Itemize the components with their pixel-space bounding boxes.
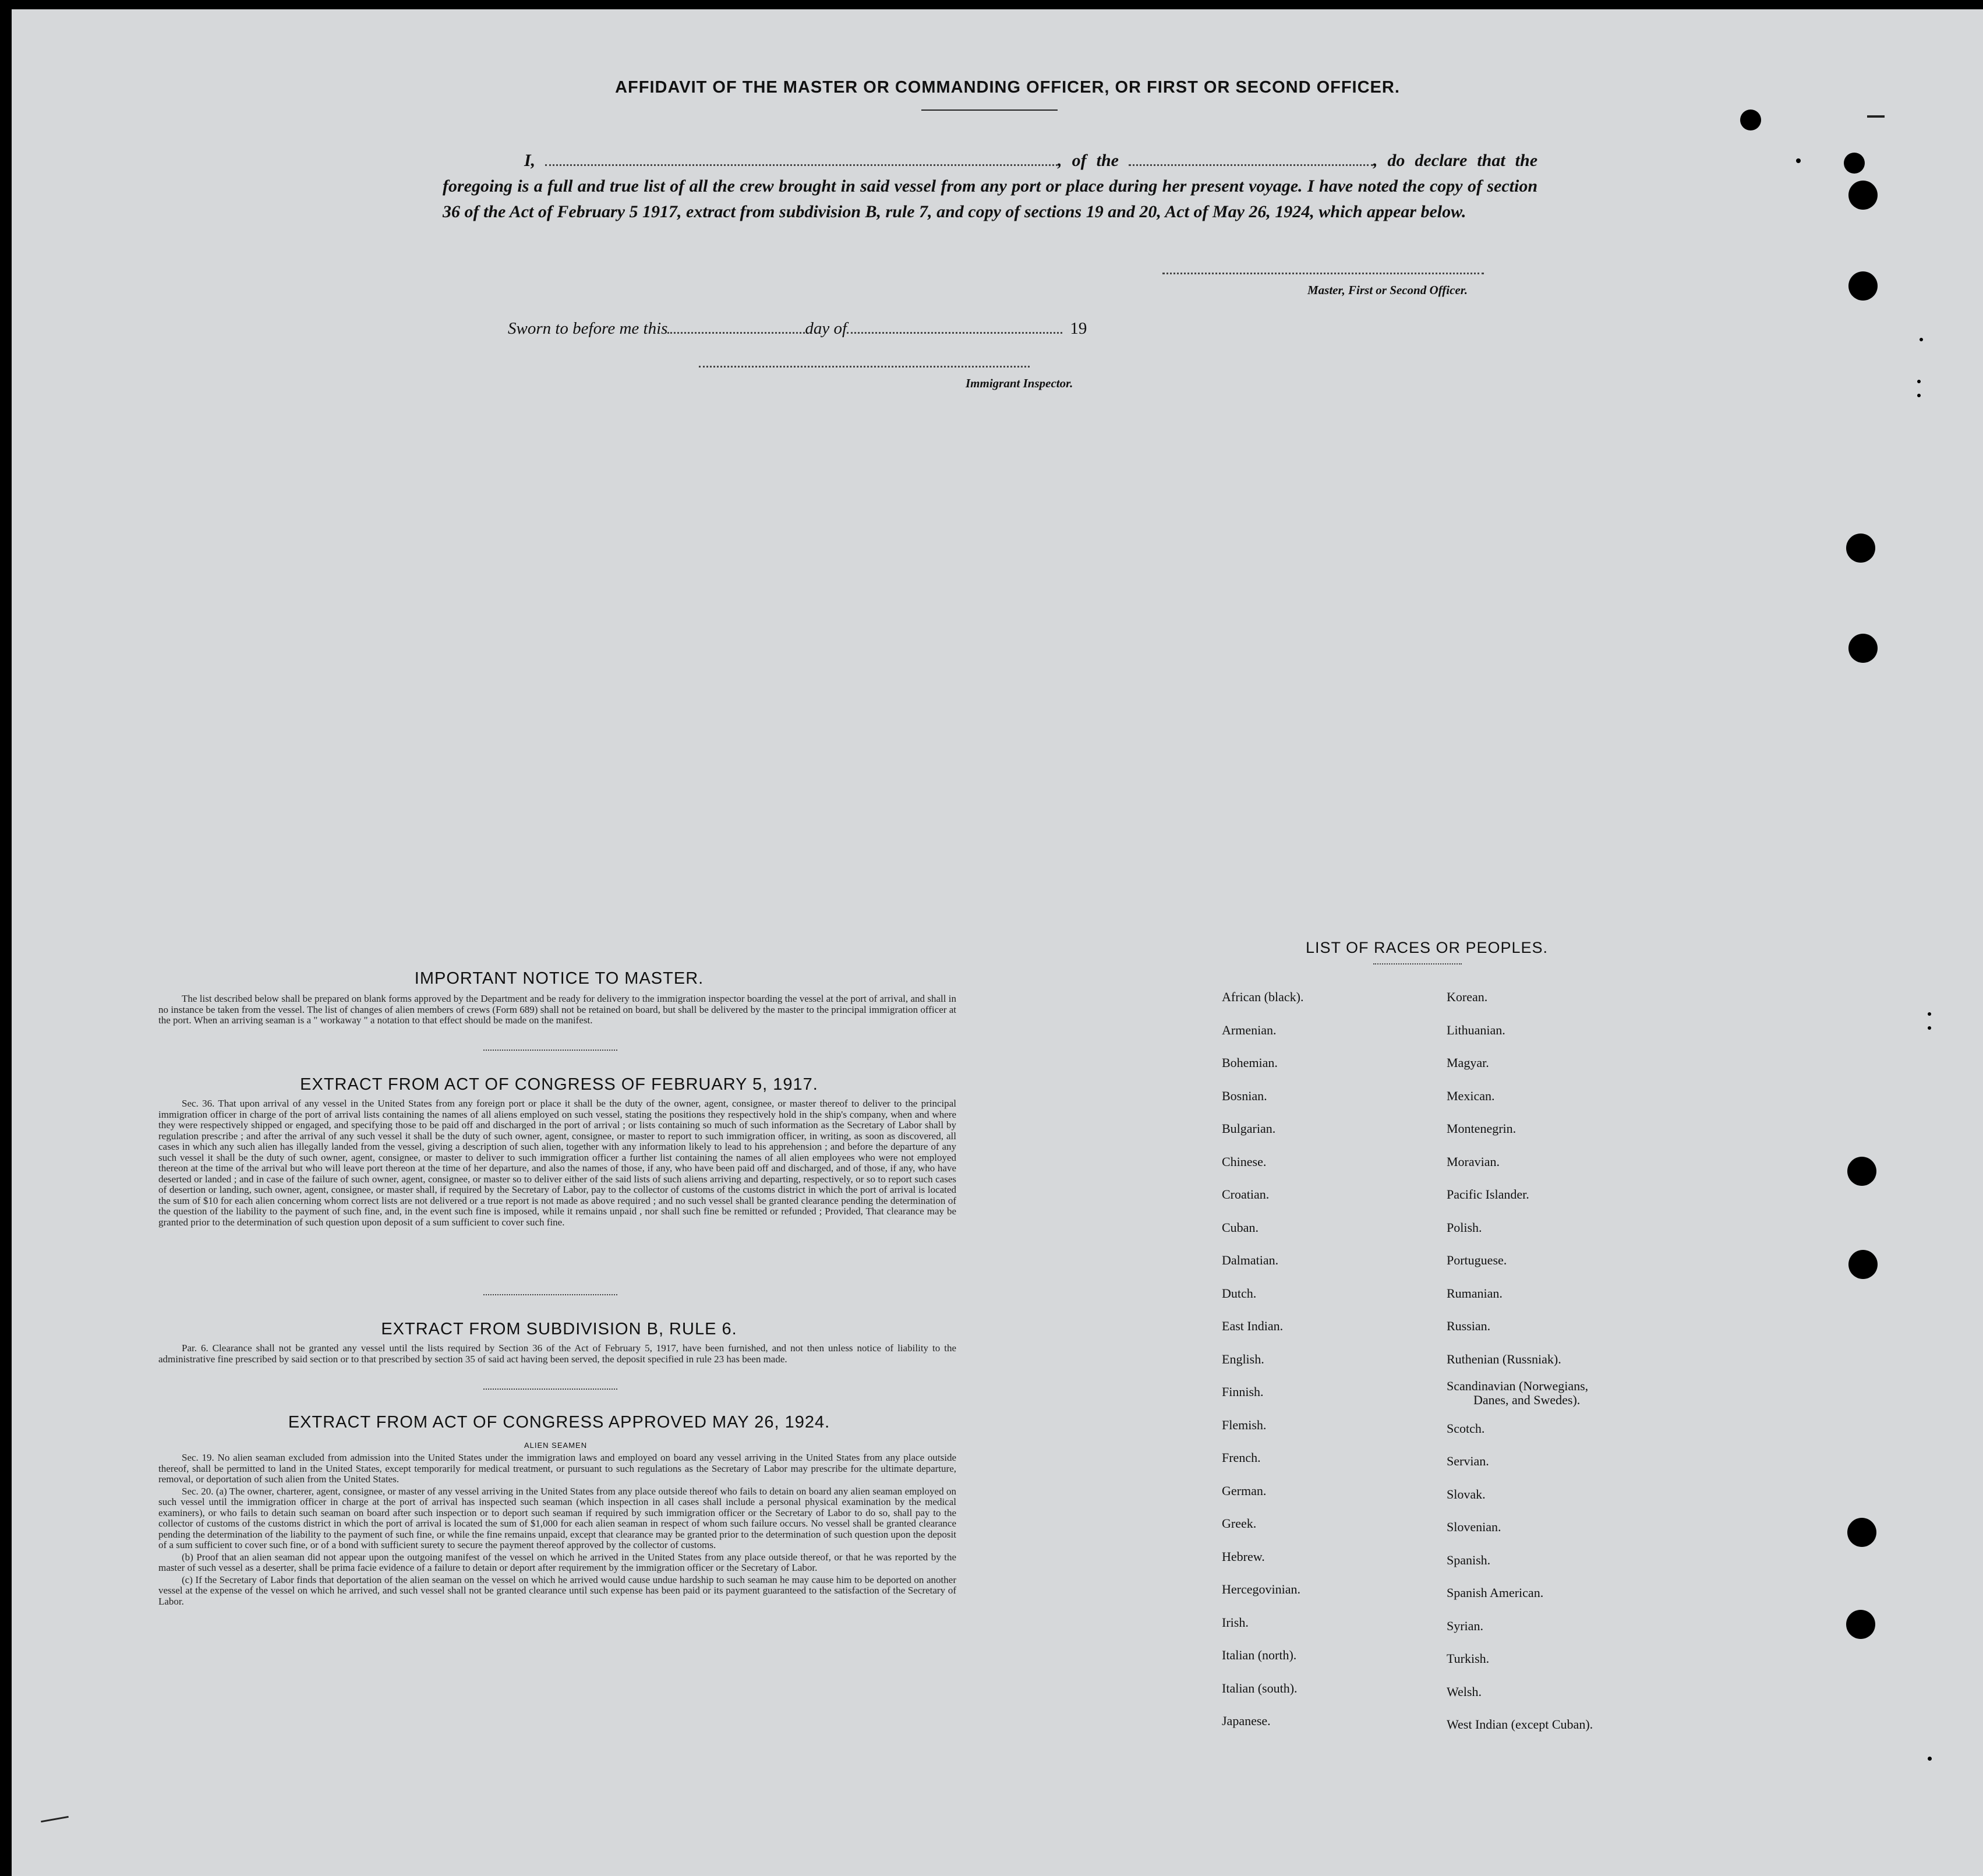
race-item: Montenegrin. (1447, 1121, 1517, 1136)
binder-hole (1848, 634, 1878, 663)
extract-1917-title: EXTRACT FROM ACT OF CONGRESS OF FEBRUARY 5, 1917. (300, 1075, 818, 1094)
race-item: Spanish American. (1447, 1585, 1544, 1600)
sec-19: Sec. 19. No alien seaman excluded from admission into the United States under the immigration laws and employed on board any vessel arriving in the United States from any place outside thereof, shall be permitted to land in the United States, except temporarily for medical treatment, or pursuant to such regulations as the Secretary of Labor may prescribe for the ultimate departure, removal, or deportation of such alien from the United States. (158, 1452, 956, 1485)
race-item: Japanese. (1222, 1714, 1271, 1728)
declaration-i: I, (524, 151, 536, 170)
officer-name-field[interactable] (545, 149, 1058, 166)
declaration-of-the: , of the (1058, 151, 1119, 170)
binder-hole (1846, 1610, 1875, 1639)
binder-hole (1847, 1518, 1876, 1547)
race-item: Italian (south). (1222, 1680, 1298, 1695)
binder-hole (1846, 534, 1875, 563)
scratch-mark (41, 1816, 69, 1822)
race-item: Syrian. (1447, 1618, 1483, 1633)
race-item: Scandinavian (Norwegians, Danes, and Swedes). (1447, 1376, 1593, 1412)
inspector-signature-line[interactable] (699, 366, 1030, 368)
race-item: Greek. (1222, 1516, 1257, 1531)
sworn-prefix: Sworn to before me this (508, 319, 668, 338)
race-item: Bulgarian. (1222, 1121, 1276, 1136)
extract-1924-title: EXTRACT FROM ACT OF CONGRESS APPROVED MAY 26, 1924. (288, 1413, 830, 1432)
binder-hole (1848, 1250, 1878, 1279)
extract-1924-text (158, 1453, 956, 1608)
speck (1928, 1757, 1932, 1761)
race-item: Bohemian. (1222, 1055, 1278, 1070)
declaration-body: that the foregoing is a full and true list of all the crew brought in said vessel from any port or place during her present voyage. I have noted the copy of section 36 of the Act of February 5 1917, extract from subdivision B, rule 7, and copy of sections 19 and 20, Act of May 26, 1924, which appear below. (443, 151, 1538, 221)
scratch-mark (1867, 115, 1885, 118)
races-column-1 (1222, 981, 1303, 1738)
sec-20c: (c) If the Secretary of Labor finds that deportation of the alien seaman on the vessel on which he arrived would cause undue hardship to such seaman he may cause him to be deported on another vessel at the expense of the vessel on which he arrived, and such vessel shall not be granted clearance until such expense has been paid or its payment guaranteed to the satisfaction of the Secretary of Labor. (158, 1574, 956, 1607)
subdivision-b-divider (483, 1389, 617, 1390)
race-item: West Indian (except Cuban). (1447, 1717, 1593, 1732)
race-item: Armenian. (1222, 1022, 1277, 1037)
document-page (12, 9, 1983, 1876)
alien-seamen-subtitle: ALIEN SEAMEN (524, 1441, 588, 1450)
extract-1917-text: Sec. 36. That upon arrival of any vessel in the United States from any foreign port or place it shall be the duty of the owner, agent, consignee, or master thereof to deliver to the principal immigration officer in charge of the port of arrival lists containing the names of all aliens employed on such vessel, stating the positions they respectively hold in the ship's company, when and where they were respectively shipped or engaged, and specifying those to be paid off and discharged in the port of arrival ; or lists containing so much of such information as the Secretary of Labor shall by regulation prescribe ; and after the arrival of any such vessel it shall be the duty of such owner, agent, consignee, or master to report to such immigration officer, in writing, as soon as discovered, all cases in which any such alien has illegally landed from the vessel, giving a description of such alien, together with any information likely to lead to his apprehension ; and before the departure of any such vessel it shall be the duty of such owner, agent, consignee, or master to deliver to such immigration officer a further list containing the names of all alien employees who were not employed thereon at the time of the arrival but who will leave port thereon at the time of her departure, and also the names of those, if any, who have been paid off and discharged, and of those, if any, who have deserted or landed ; and in case of the failure of such owner, agent, consignee, or master so to deliver either of the said lists of such aliens arriving and departing, respectively, or so to report such cases of desertion or landing, such owner, agent, consignee, or master shall, if required by the Secretary of Labor, pay to the collector of customs of the customs district in which the port of arrival is located the sum of $10 for each alien concerning whom correct lists are not delivered or a true report is not made as above required ; and no such vessel shall be granted clearance pending the determination of the question of the liability to the payment of such fine, and, in the event such fine is imposed, while it remains unpaid , nor shall such fine be remitted or refunded ; Provided, That clearance may be granted prior to the determination of such question upon deposit of a sum sufficient to cover such fine. (158, 1098, 956, 1228)
sec-20b: (b) Proof that an alien seaman did not appear upon the outgoing manifest of the vessel on which he arrived in the United States from any place outside thereof, or that he was reported by the master of such vessel as a deserter, shall be prima facie evidence of a failure to detain or deport after requirement by the immigration officer or the Secretary of Labor. (158, 1551, 956, 1573)
races-title: LIST OF RACES OR PEOPLES. (1305, 939, 1549, 956)
race-item: Mexican. (1447, 1088, 1495, 1103)
race-item: Dutch. (1222, 1285, 1257, 1301)
inspector-label: Immigrant Inspector. (966, 376, 1073, 390)
race-item: Bosnian. (1222, 1088, 1267, 1103)
race-item: Russian. (1447, 1319, 1491, 1333)
declaration-do-declare: , do declare (1373, 151, 1468, 170)
race-item: African (black). (1222, 990, 1304, 1004)
race-item: Polish. (1447, 1220, 1482, 1235)
race-item: Spanish. (1447, 1552, 1491, 1567)
subdivision-b-text: Par. 6. Clearance shall not be granted any vessel until the lists required by Section 36 of the Act of February 5, 1917, have been furnished, and not then unless notice of liability to the administrative fine prescribed by said section or to that prescribed by section 35 of said act having been served, the deposit specified in rule 23 has been made. (158, 1342, 956, 1365)
extract-1917-divider (483, 1294, 617, 1295)
race-item: Welsh. (1447, 1684, 1482, 1699)
sworn-year: 19 (1070, 319, 1087, 338)
speck (1844, 153, 1865, 174)
race-item: Portuguese. (1447, 1253, 1507, 1267)
race-item-continuation: Danes, and Swedes). (1473, 1393, 1581, 1407)
race-item: Chinese. (1222, 1154, 1267, 1169)
master-signature-line[interactable] (1162, 273, 1484, 274)
race-item: Korean. (1447, 990, 1488, 1004)
speck (1928, 1026, 1931, 1030)
speck (1920, 338, 1923, 341)
race-item: Italian (north). (1222, 1648, 1297, 1662)
race-item: Slovenian. (1447, 1520, 1501, 1534)
speck (1740, 109, 1761, 130)
race-item: Moravian. (1447, 1154, 1500, 1169)
race-item: Ruthenian (Russniak). (1447, 1351, 1561, 1366)
race-item: Croatian. (1222, 1187, 1270, 1202)
race-item: English. (1222, 1351, 1264, 1366)
sworn-month-field[interactable] (847, 319, 1062, 334)
vessel-name-field[interactable] (1129, 149, 1373, 166)
race-item: Hercegovinian. (1222, 1582, 1300, 1596)
race-item: Scotch. (1447, 1421, 1485, 1436)
notice-title: IMPORTANT NOTICE TO MASTER. (414, 969, 704, 988)
race-item: Turkish. (1447, 1651, 1490, 1666)
notice-divider (483, 1050, 617, 1051)
race-item: Rumanian. (1447, 1285, 1503, 1301)
affidavit-title: AFFIDAVIT OF THE MASTER OR COMMANDING OFFICER, OR FIRST OR SECOND OFFICER. (615, 78, 1400, 97)
races-title-divider (1373, 963, 1462, 965)
race-item: Slovak. (1447, 1486, 1486, 1501)
master-signature-label: Master, First or Second Officer. (1307, 283, 1468, 297)
speck (1796, 158, 1801, 163)
race-item: Cuban. (1222, 1220, 1259, 1235)
affidavit-declaration (443, 148, 1537, 225)
speck (1917, 380, 1921, 383)
binder-hole (1848, 271, 1878, 301)
race-item: Dalmatian. (1222, 1253, 1279, 1267)
subdivision-b-title: EXTRACT FROM SUBDIVISION B, RULE 6. (381, 1320, 737, 1338)
race-item: Hebrew. (1222, 1549, 1265, 1564)
sworn-day-of: day of (805, 319, 847, 338)
race-item: East Indian. (1222, 1319, 1284, 1333)
speck (1928, 1012, 1931, 1016)
race-item: French. (1222, 1450, 1261, 1465)
sec-20a: Sec. 20. (a) The owner, charterer, agent, consignee, or master of any vessel arriving in the United States from any place outside thereof who fails to detain on board any alien seaman employed on such vessel until the immigration officer in charge at the port of arrival has inspected such seaman (which inspection in all cases shall include a personal physical examination by the medical examiners), or who fails to detain such seaman on board after such inspection or to deport such seaman if required by such immigration officer or the Secretary of Labor to do so, shall pay to the collector of customs of the customs district in which the port of arrival is located the sum of $1,000 for each alien seaman in respect of whom such failure occurs. No vessel shall be granted clearance pending the determination of the liability to the payment of such fine, or while the fine remains unpaid, except that clearance may be granted prior to the determination of such question upon the deposit of a sum sufficient to cover such fine, or of a bond with sufficient surety to secure the payment thereof approved by the collector of customs. (158, 1485, 956, 1550)
sworn-day-field[interactable] (667, 319, 805, 334)
race-item: German. (1222, 1483, 1267, 1498)
race-item: Pacific Islander. (1447, 1187, 1529, 1202)
race-item: Flemish. (1222, 1417, 1267, 1432)
races-column-2 (1447, 981, 1593, 1741)
race-item: Magyar. (1447, 1055, 1489, 1070)
speck (1917, 394, 1921, 397)
race-item: Finnish. (1222, 1384, 1264, 1399)
race-item: Servian. (1447, 1454, 1489, 1468)
binder-hole (1848, 181, 1878, 210)
sworn-statement (508, 319, 1087, 338)
race-item: Irish. (1222, 1614, 1249, 1630)
notice-text: The list described below shall be prepared on blank forms approved by the Department and be ready for delivery to the immigration inspector boarding the vessel at the port of arrival, and shall in no instance be taken from the vessel. The list of changes of alien members of crews (Form 689) shall not be retained on board, but shall be delivered by the master to the principal immigration officer at the port. When an arriving seaman is a " workaway " a notation to that effect should be made on the manifest. (158, 993, 956, 1026)
affidavit-title-rule (921, 109, 1058, 111)
race-item: Lithuanian. (1447, 1022, 1505, 1037)
binder-hole (1847, 1157, 1876, 1186)
